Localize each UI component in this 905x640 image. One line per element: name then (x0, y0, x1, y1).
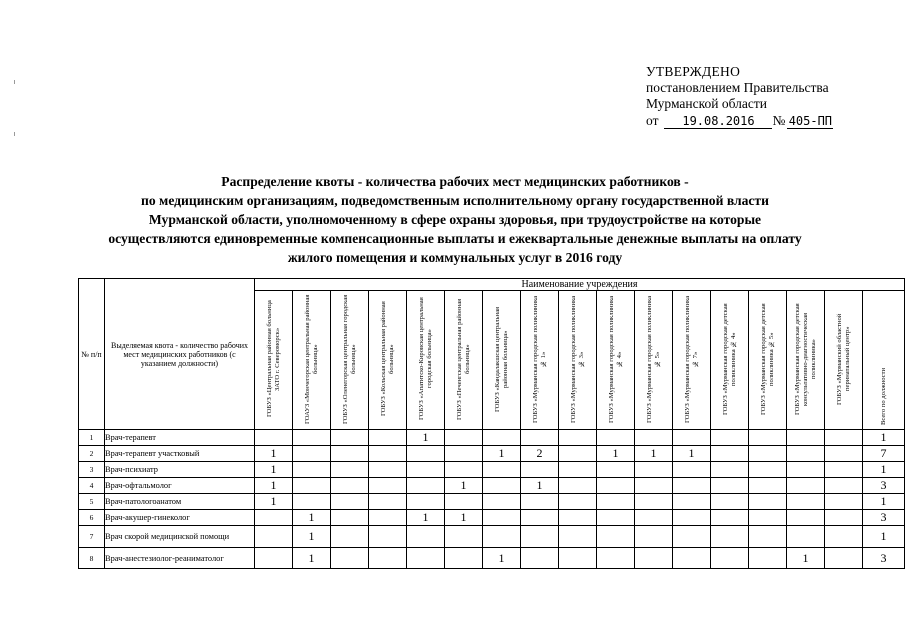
institution-name: ГОБУЗ «Мурманская городская поликлиника № 5» (645, 295, 661, 423)
quota-cell (787, 446, 825, 462)
quota-cell: 1 (521, 478, 559, 494)
quota-cell (787, 526, 825, 548)
document-heading (60, 172, 850, 267)
row-number: 3 (79, 462, 105, 478)
position-name: Врач скорой медицинской помощи (105, 526, 255, 548)
table-row (79, 462, 905, 478)
heading-line: Распределение квоты - количества рабочих мест медицинских работников - (221, 174, 689, 189)
institution-name: ГОАУЗ «Мончегорская центральная районная больница» (303, 294, 319, 424)
quota-cell (597, 526, 635, 548)
from-label: от (646, 113, 659, 128)
quota-cell (825, 430, 863, 446)
approval-date-line (646, 113, 886, 129)
quota-cell (711, 510, 749, 526)
quota-cell: 1 (673, 446, 711, 462)
quota-cell (369, 478, 407, 494)
quota-cell (825, 510, 863, 526)
approval-line-2: Мурманской области (646, 96, 767, 111)
position-name: Врач-психиатр (105, 462, 255, 478)
quota-cell (673, 462, 711, 478)
quota-cell (559, 494, 597, 510)
approval-date: 19.08.2016 (664, 114, 772, 129)
quota-cell (597, 548, 635, 569)
institution-header (673, 291, 711, 430)
heading-line: по медицинским организациям, подведомственным исполнительному органу государственной власти (141, 193, 769, 208)
quota-cell (711, 478, 749, 494)
quota-cell (787, 494, 825, 510)
quota-cell (369, 462, 407, 478)
quota-cell (559, 526, 597, 548)
institution-name: ГОБУЗ «Мурманская городская поликлиника № 1» (531, 295, 547, 423)
row-number: 7 (79, 526, 105, 548)
quota-cell (673, 548, 711, 569)
approval-stamp (646, 64, 886, 129)
row-total: 1 (863, 430, 905, 446)
table-row (79, 548, 905, 569)
heading-line: осуществляются единовременные компенсационные выплаты и ежеквартальные денежные выплаты на оплату (108, 231, 802, 246)
row-total: 1 (863, 462, 905, 478)
quota-cell (407, 526, 445, 548)
quota-cell (369, 430, 407, 446)
quota-cell (635, 526, 673, 548)
quota-cell (559, 430, 597, 446)
quota-cell (293, 494, 331, 510)
quota-cell (825, 478, 863, 494)
quota-cell (749, 478, 787, 494)
margin-mark (14, 80, 15, 84)
quota-cell (635, 430, 673, 446)
institution-header (521, 291, 559, 430)
quota-table-body (79, 430, 905, 569)
quota-table (78, 278, 905, 569)
quota-cell (445, 462, 483, 478)
quota-cell (673, 494, 711, 510)
institution-header (483, 291, 521, 430)
quota-cell (293, 430, 331, 446)
institution-name: ГОБУЗ «Кольская центральная районная больница» (379, 301, 395, 417)
margin-mark (14, 132, 15, 136)
table-row (79, 446, 905, 462)
quota-cell: 1 (597, 446, 635, 462)
quota-cell: 1 (635, 446, 673, 462)
institution-header (597, 291, 635, 430)
quota-cell (825, 462, 863, 478)
column-header-quota: Выделяемая квота - количество рабочих мест медицинских работников (с указанием должности) (105, 279, 255, 430)
quota-cell (445, 430, 483, 446)
quota-cell (597, 510, 635, 526)
quota-cell (255, 526, 293, 548)
quota-cell (331, 526, 369, 548)
quota-cell (635, 478, 673, 494)
institution-header (825, 291, 863, 430)
quota-cell (369, 494, 407, 510)
quota-cell (559, 548, 597, 569)
quota-cell (749, 526, 787, 548)
quota-cell (483, 478, 521, 494)
quota-cell (559, 446, 597, 462)
quota-cell (673, 526, 711, 548)
quota-cell (255, 430, 293, 446)
institution-header (369, 291, 407, 430)
quota-cell (749, 494, 787, 510)
quota-cell (787, 510, 825, 526)
quota-cell (673, 510, 711, 526)
quota-cell (711, 430, 749, 446)
quota-cell (293, 446, 331, 462)
table-row (79, 510, 905, 526)
quota-cell (559, 462, 597, 478)
quota-cell (293, 462, 331, 478)
quota-cell (445, 548, 483, 569)
quota-cell (407, 446, 445, 462)
row-total: 7 (863, 446, 905, 462)
total-header-label: Всего по должности (879, 367, 887, 425)
position-name: Врач-анестезиолог-реаниматолог (105, 548, 255, 569)
quota-cell (711, 494, 749, 510)
quota-cell: 1 (445, 478, 483, 494)
row-total: 1 (863, 526, 905, 548)
quota-cell: 1 (293, 526, 331, 548)
position-name: Врач-патологоанатом (105, 494, 255, 510)
quota-cell: 1 (483, 446, 521, 462)
quota-cell (673, 430, 711, 446)
institution-name: ГОБУЗ «Печенгская центральная районная больница» (455, 298, 471, 420)
quota-cell (407, 548, 445, 569)
quota-cell (635, 462, 673, 478)
quota-cell (635, 494, 673, 510)
quota-cell (521, 494, 559, 510)
quota-cell (521, 510, 559, 526)
position-name: Врач-акушер-гинеколог (105, 510, 255, 526)
quota-cell (483, 510, 521, 526)
institution-name: ГОБУЗ «Центральная районная больница ЗАТО г. Североморск» (265, 300, 281, 418)
quota-cell (331, 548, 369, 569)
institution-name: ГОБУЗ «Кандалакшская центральная районная больница» (493, 306, 509, 412)
quota-cell (445, 526, 483, 548)
quota-cell (331, 494, 369, 510)
approval-line-1: постановлением Правительства (646, 80, 829, 95)
row-total: 3 (863, 510, 905, 526)
institution-header (787, 291, 825, 430)
position-name: Врач-офтальмолог (105, 478, 255, 494)
quota-cell (749, 462, 787, 478)
quota-cell (559, 510, 597, 526)
quota-cell (597, 478, 635, 494)
quota-cell: 1 (255, 446, 293, 462)
quota-cell (407, 494, 445, 510)
institution-name: ГОБУЗ «Мурманская городская детская поликлиника № 4» (721, 303, 737, 415)
quota-cell (597, 462, 635, 478)
row-total: 3 (863, 548, 905, 569)
quota-cell (597, 494, 635, 510)
table-row (79, 526, 905, 548)
quota-cell: 2 (521, 446, 559, 462)
quota-cell: 1 (787, 548, 825, 569)
quota-cell (407, 478, 445, 494)
quota-cell (331, 446, 369, 462)
quota-cell (331, 478, 369, 494)
quota-cell (825, 548, 863, 569)
institution-name: ГОБУЗ «Мурманский областной перинатальный центр» (835, 313, 851, 405)
quota-cell (331, 462, 369, 478)
quota-cell: 1 (293, 510, 331, 526)
quota-cell (445, 494, 483, 510)
position-name: Врач-терапевт участковый (105, 446, 255, 462)
quota-cell (711, 462, 749, 478)
institution-header (293, 291, 331, 430)
quota-cell (749, 548, 787, 569)
quota-cell (521, 430, 559, 446)
column-header-institutions: Наименование учреждения (255, 279, 905, 291)
quota-cell (597, 430, 635, 446)
institution-name: ГОБУЗ «Мурманская городская детская консультативно-диагностическая поликлиника» (793, 303, 817, 415)
quota-cell: 1 (483, 548, 521, 569)
quota-cell: 1 (255, 478, 293, 494)
number-label: № (772, 113, 786, 128)
row-total: 1 (863, 494, 905, 510)
institution-header (407, 291, 445, 430)
column-header-total (863, 291, 905, 430)
quota-cell (521, 462, 559, 478)
heading-line: Мурманской области, уполномоченному в сфере охраны здоровья, при трудоустройстве на которые (148, 212, 762, 227)
institution-header (749, 291, 787, 430)
row-number: 2 (79, 446, 105, 462)
quota-cell (331, 430, 369, 446)
quota-cell (483, 526, 521, 548)
column-header-number: № п/п (79, 279, 105, 430)
table-row (79, 494, 905, 510)
quota-cell (369, 548, 407, 569)
quota-cell (711, 446, 749, 462)
row-number: 1 (79, 430, 105, 446)
row-number: 8 (79, 548, 105, 569)
quota-cell (521, 548, 559, 569)
quota-cell: 1 (293, 548, 331, 569)
quota-cell (825, 526, 863, 548)
quota-cell (635, 548, 673, 569)
quota-cell (825, 446, 863, 462)
institution-name: ГОБУЗ «Мурманская городская поликлиника № 7» (683, 295, 699, 423)
quota-cell (711, 526, 749, 548)
quota-cell (749, 430, 787, 446)
quota-cell (483, 462, 521, 478)
quota-cell (483, 494, 521, 510)
quota-cell (749, 510, 787, 526)
quota-cell: 1 (255, 462, 293, 478)
quota-cell: 1 (445, 510, 483, 526)
quota-cell (787, 462, 825, 478)
table-row (79, 430, 905, 446)
position-name: Врач-терапевт (105, 430, 255, 446)
quota-cell (483, 430, 521, 446)
institution-name: ГОБУЗ «Апатитско-Кировская центральная городская больница» (417, 297, 433, 421)
quota-cell (521, 526, 559, 548)
quota-cell (331, 510, 369, 526)
approval-title: УТВЕРЖДЕНО (646, 64, 741, 79)
quota-cell: 1 (407, 510, 445, 526)
institution-header (559, 291, 597, 430)
institution-header (331, 291, 369, 430)
quota-cell (369, 510, 407, 526)
institution-header (711, 291, 749, 430)
quota-cell (749, 446, 787, 462)
institution-name: ГОБУЗ «Мурманская городская детская поликлиника № 5» (759, 303, 775, 415)
row-number: 5 (79, 494, 105, 510)
quota-cell (825, 494, 863, 510)
institution-header (255, 291, 293, 430)
heading-line: жилого помещения и коммунальных услуг в 2016 году (287, 250, 623, 265)
quota-cell (711, 548, 749, 569)
row-number: 6 (79, 510, 105, 526)
quota-cell: 1 (407, 430, 445, 446)
quota-cell (407, 462, 445, 478)
row-total: 3 (863, 478, 905, 494)
table-row (79, 478, 905, 494)
quota-cell (673, 478, 711, 494)
quota-cell (787, 430, 825, 446)
quota-cell (255, 548, 293, 569)
quota-cell (255, 510, 293, 526)
quota-cell (445, 446, 483, 462)
quota-cell (293, 478, 331, 494)
quota-cell (787, 478, 825, 494)
quota-cell (369, 446, 407, 462)
institution-header (635, 291, 673, 430)
institution-name: ГОБУЗ «Оленегорская центральная городская больница» (341, 294, 357, 424)
quota-cell (635, 510, 673, 526)
approval-number: 405-ПП (788, 114, 833, 128)
quota-cell (369, 526, 407, 548)
quota-cell (559, 478, 597, 494)
quota-cell: 1 (255, 494, 293, 510)
institution-name: ГОБУЗ «Мурманская городская поликлиника № 3» (569, 295, 585, 423)
institution-name: ГОБУЗ «Мурманская городская поликлиника № 4» (607, 295, 623, 423)
institution-header (445, 291, 483, 430)
row-number: 4 (79, 478, 105, 494)
